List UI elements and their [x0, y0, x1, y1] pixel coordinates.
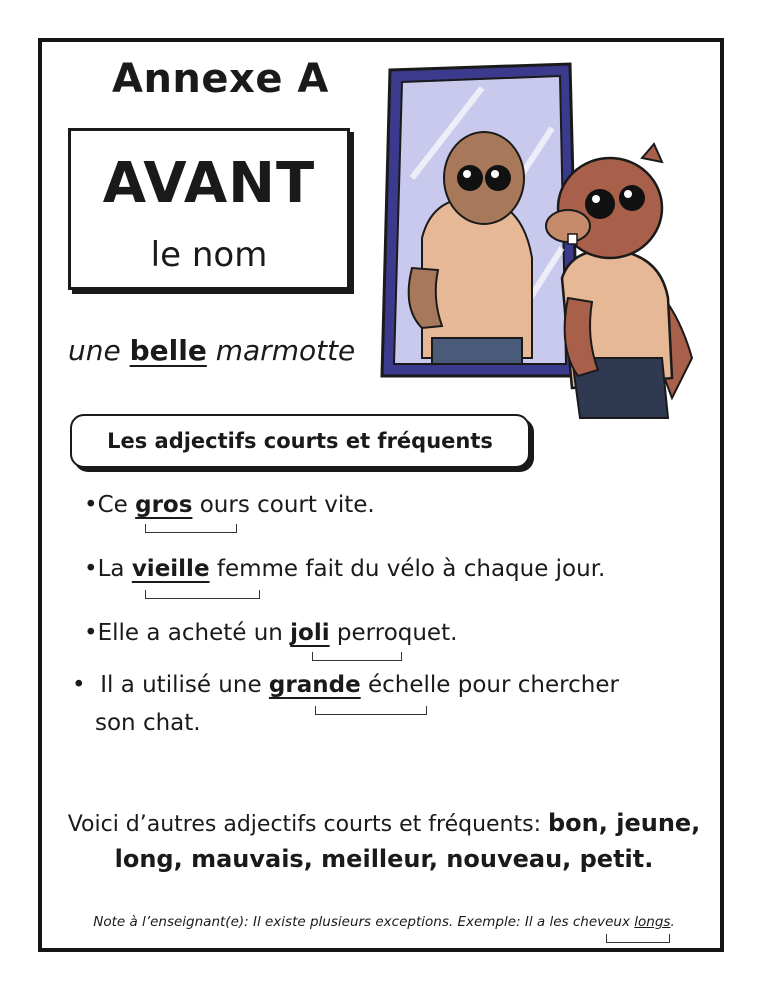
- sentence-4-line2: son chat.: [95, 710, 201, 736]
- sentence-adjective: vieille: [131, 556, 210, 582]
- noun-bracket: [312, 652, 402, 661]
- example-post: marmotte: [206, 334, 356, 367]
- example-adjective: belle: [129, 334, 207, 367]
- sentence-2: •La vieille femme fait du vélo à chaque jour.: [84, 556, 606, 582]
- noun-bracket: [315, 706, 427, 715]
- rule-title: AVANT: [102, 151, 316, 216]
- teacher-note: Note à l’enseignant(e): Il existe plusieurs exceptions. Exemple: Il a les cheveux longs.: [93, 914, 675, 930]
- sentence-adjective: gros: [135, 492, 193, 518]
- example-pre: une: [68, 334, 130, 367]
- example-phrase: [68, 334, 355, 367]
- noun-bracket: [606, 934, 670, 943]
- bullet-dot: •: [72, 672, 86, 698]
- noun-bracket: [145, 524, 237, 533]
- more-adjectives: [60, 806, 708, 878]
- sentence-4: • Il a utilisé une grande échelle pour chercher: [72, 672, 619, 698]
- sunglasses-icon: [585, 189, 615, 219]
- bullet-dot: •: [84, 620, 98, 646]
- rule-box: [68, 128, 350, 290]
- more-intro: Voici d’autres adjectifs courts et fréquents:: [67, 812, 548, 837]
- sentence-1: •Ce gros ours court vite.: [84, 492, 375, 518]
- note-example-adjective: longs: [634, 914, 671, 930]
- marmot-mirror-illustration: [372, 58, 712, 428]
- sentence-adjective: joli: [290, 620, 330, 646]
- adjective-list: bon, jeune, long, mauvais, meilleur, nouveau, petit.: [114, 809, 701, 873]
- section-heading: Les adjectifs courts et fréquents: [70, 414, 530, 468]
- rule-subtitle: le nom: [150, 235, 268, 275]
- bullet-dot: •: [84, 556, 98, 582]
- sentence-adjective: grande: [268, 672, 361, 698]
- sentence-3: •Elle a acheté un joli perroquet.: [84, 620, 458, 646]
- page-title: Annexe A: [112, 56, 329, 102]
- bullet-dot: •: [84, 492, 98, 518]
- noun-bracket: [145, 590, 260, 599]
